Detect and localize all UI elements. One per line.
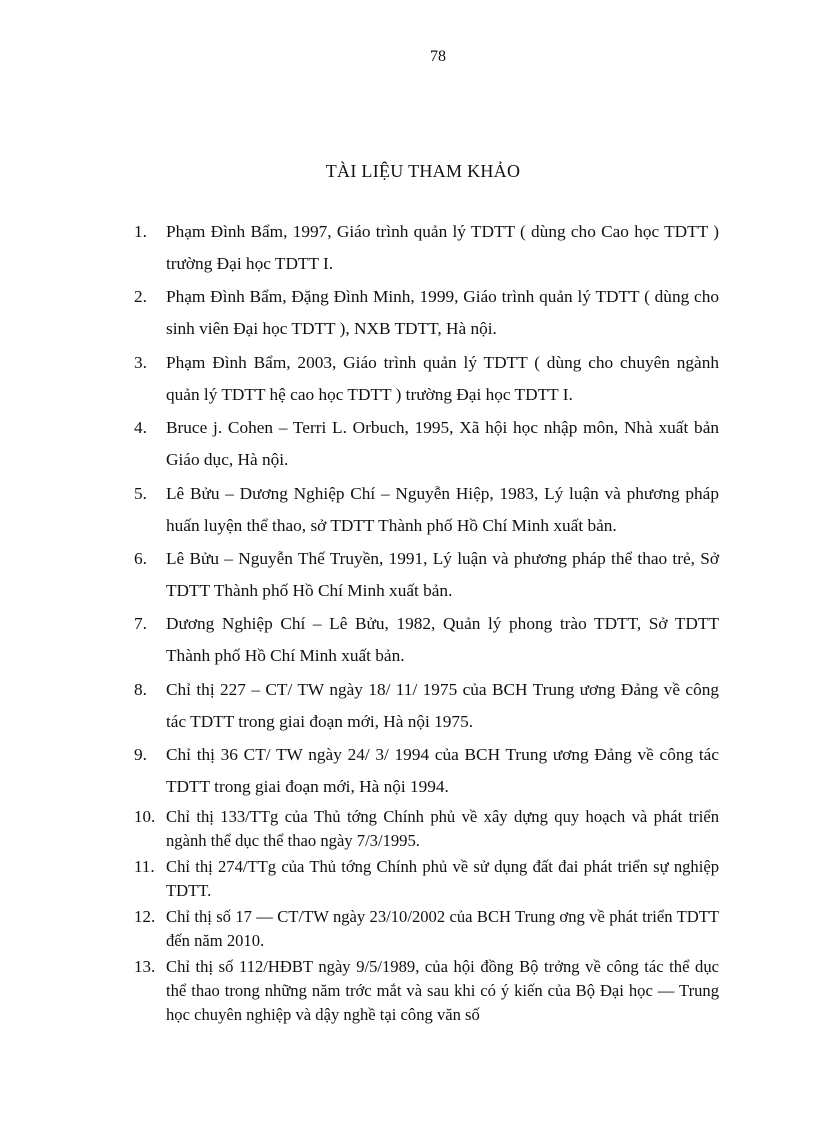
reference-number: 12. (134, 906, 156, 926)
reference-item (134, 905, 719, 953)
reference-text: Dương Nghiệp Chí – Lê Bửu, 1982, Quản lý phong trào TDTT, Sở TDTT Thành phố Hồ Chí Minh xuất bản. (166, 614, 719, 666)
reference-number: 4. (134, 418, 147, 438)
reference-number: 2. (134, 287, 147, 307)
page-title: TÀI LIỆU THAM KHẢO (325, 161, 521, 181)
reference-number: 10. (134, 806, 156, 826)
reference-text: Chỉ thị 36 CT/ TW ngày 24/ 3/ 1994 của BCH Trung ương Đảng về công tác TDTT trong giai đoạn mới, Hà nội 1994. (166, 745, 719, 797)
reference-item (134, 739, 719, 803)
reference-text: Lê Bửu – Dương Nghiệp Chí – Nguyễn Hiệp, 1983, Lý luận và phương pháp huấn luyện thể thao, sở TDTT Thành phố Hồ Chí Minh xuất bản. (166, 483, 719, 535)
reference-item (134, 412, 719, 476)
reference-text: Bruce j. Cohen – Terri L. Orbuch, 1995, Xã hội học nhập môn, Nhà xuất bản Giáo dục, Hà nội. (166, 418, 719, 470)
reference-item (134, 347, 719, 411)
reference-item (134, 216, 719, 280)
reference-number: 9. (134, 745, 147, 765)
reference-text: Phạm Đình Bẩm, Đặng Đình Minh, 1999, Giáo trình quản lý TDTT ( dùng cho sinh viên Đại học TDTT ), NXB TDTT, Hà nội. (166, 287, 719, 339)
reference-item (134, 478, 719, 542)
reference-text: Chỉ thị số 112/HĐBT ngày 9/5/1989, của hội đồng Bộ trởng về công tác thể dục thể thao trong những năm trớc mắt và sau khi có ý kiến của Bộ Đại học — Trung học chuyên nghiệp và dậy nghề tại công văn số (166, 956, 719, 1024)
reference-item (134, 608, 719, 672)
reference-item (134, 674, 719, 738)
reference-number: 13. (134, 956, 156, 976)
reference-number: 3. (134, 352, 147, 372)
reference-text: Phạm Đình Bẩm, 2003, Giáo trình quản lý TDTT ( dùng cho chuyên ngành quản lý TDTT hệ cao học TDTT ) trường Đại học TDTT I. (166, 352, 719, 404)
reference-number: 7. (134, 614, 147, 634)
reference-item (134, 281, 719, 345)
reference-number: 1. (134, 222, 147, 241)
reference-text: Chỉ thị số 17 — CT/TW ngày 23/10/2002 của BCH Trung ơng về phát triển TDTT đến năm 2010. (166, 906, 719, 950)
reference-item (134, 543, 719, 607)
reference-number: 11. (134, 856, 155, 876)
reference-item (134, 855, 719, 903)
reference-item (134, 805, 719, 853)
reference-text: Chỉ thị 227 – CT/ TW ngày 18/ 11/ 1975 của BCH Trung ương Đảng về công tác TDTT trong giai đoạn mới, Hà nội 1975. (166, 679, 719, 731)
reference-text: Chỉ thị 274/TTg của Thủ tớng Chính phủ về sử dụng đất đai phát triển sự nghiệp TDTT. (166, 856, 719, 900)
reference-text: Chỉ thị 133/TTg của Thủ tớng Chính phủ về xây dựng quy hoạch và phát triển ngành thể dục thể thao ngày 7/3/1995. (166, 806, 719, 850)
reference-number: 5. (134, 483, 147, 503)
reference-text: Lê Bửu – Nguyễn Thế Truyền, 1991, Lý luận và phương pháp thể thao trẻ, Sở TDTT Thành phố Hồ Chí Minh xuất bản. (166, 548, 719, 600)
reference-text: Phạm Đình Bẩm, 1997, Giáo trình quản lý TDTT ( dùng cho Cao học TDTT ) trường Đại học TDTT I. (166, 222, 719, 273)
page-number: 78 (430, 48, 446, 65)
reference-item (134, 955, 719, 1027)
reference-number: 8. (134, 679, 147, 699)
reference-number: 6. (134, 548, 147, 568)
reference-list (134, 216, 719, 1029)
